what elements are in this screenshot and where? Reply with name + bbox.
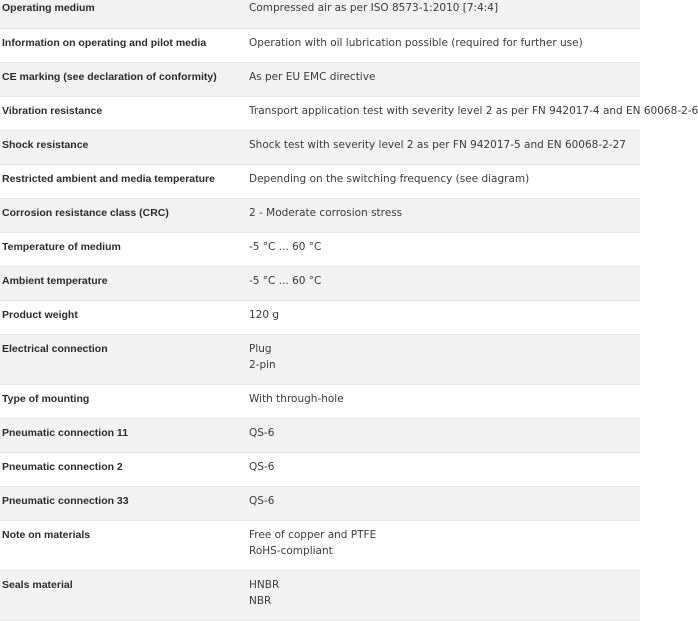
spec-label: Ambient temperature xyxy=(2,274,108,287)
spec-value-cell xyxy=(248,198,640,232)
spec-value: Free of copper and PTFE xyxy=(249,528,377,541)
spec-label-cell xyxy=(0,130,248,164)
spec-label: Restricted ambient and media temperature xyxy=(2,172,215,185)
spec-label: Product weight xyxy=(2,308,78,321)
spec-label-cell xyxy=(0,520,248,570)
spec-value-cell xyxy=(248,520,640,570)
spec-label-cell xyxy=(0,570,248,620)
spec-label-cell xyxy=(0,62,248,96)
spec-label-cell xyxy=(0,418,248,452)
spec-label-cell xyxy=(0,300,248,334)
spec-label: Vibration resistance xyxy=(2,104,103,117)
spec-value: QS-6 xyxy=(249,494,275,507)
spec-value: -5 °C ... 60 °C xyxy=(249,274,322,287)
spec-label-cell xyxy=(0,266,248,300)
spec-value-cell xyxy=(248,300,640,334)
spec-label: Type of mounting xyxy=(2,392,90,405)
spec-label: Pneumatic connection 2 xyxy=(2,460,123,473)
spec-label: Seals material xyxy=(2,578,73,591)
spec-value-cell xyxy=(248,28,640,62)
spec-value: Shock test with severity level 2 as per FN 942017-5 and EN 60068-2-27 xyxy=(249,138,626,151)
spec-row xyxy=(0,384,640,418)
spec-row xyxy=(0,418,640,452)
spec-value: QS-6 xyxy=(249,460,275,473)
spec-label: CE marking (see declaration of conformity) xyxy=(2,70,217,83)
spec-label: Shock resistance xyxy=(2,138,89,151)
spec-value: As per EU EMC directive xyxy=(249,70,376,83)
spec-label: Corrosion resistance class (CRC) xyxy=(2,206,169,219)
spec-row xyxy=(0,96,640,130)
spec-value: NBR xyxy=(249,594,272,607)
spec-value: 120 g xyxy=(249,308,280,321)
spec-value-cell xyxy=(248,130,640,164)
spec-label: Temperature of medium xyxy=(2,240,121,253)
spec-label-cell xyxy=(0,384,248,418)
spec-value-cell xyxy=(248,164,640,198)
spec-label-cell xyxy=(0,0,248,28)
spec-row xyxy=(0,0,640,28)
spec-row xyxy=(0,62,640,96)
spec-row xyxy=(0,164,640,198)
spec-label-cell xyxy=(0,486,248,520)
spec-label-cell xyxy=(0,164,248,198)
spec-label: Operating medium xyxy=(2,2,95,14)
spec-value-cell xyxy=(248,418,640,452)
spec-label-cell xyxy=(0,28,248,62)
spec-value-cell xyxy=(248,96,698,130)
spec-label-cell xyxy=(0,334,248,384)
spec-label-cell xyxy=(0,452,248,486)
spec-label: Electrical connection xyxy=(2,342,108,355)
spec-value: RoHS-compliant xyxy=(249,544,333,557)
spec-row xyxy=(0,520,640,570)
spec-value: Plug xyxy=(249,342,272,355)
spec-value: Depending on the switching frequency (see diagram) xyxy=(249,172,530,185)
spec-value: -5 °C ... 60 °C xyxy=(249,240,322,253)
spec-label: Pneumatic connection 33 xyxy=(2,494,129,507)
spec-value: Compressed air as per ISO 8573-1:2010 [7:4:4] xyxy=(249,2,499,14)
spec-label-cell xyxy=(0,232,248,266)
spec-row xyxy=(0,266,640,300)
spec-label: Information on operating and pilot media xyxy=(2,36,207,49)
spec-label-cell xyxy=(0,96,248,130)
spec-value: Transport application test with severity level 2 as per FN 942017-4 and EN 60068-2-6 xyxy=(249,104,698,117)
spec-row xyxy=(0,486,640,520)
spec-value-cell xyxy=(248,570,640,620)
spec-value-cell xyxy=(248,62,640,96)
spec-value: With through-hole xyxy=(249,392,344,405)
spec-row xyxy=(0,232,640,266)
spec-value-cell xyxy=(248,384,640,418)
spec-row xyxy=(0,570,640,620)
spec-value-cell xyxy=(248,334,640,384)
spec-value-cell xyxy=(248,266,640,300)
spec-row xyxy=(0,198,640,232)
spec-row xyxy=(0,452,640,486)
spec-row xyxy=(0,334,640,384)
spec-value-cell xyxy=(248,486,640,520)
spec-value-cell xyxy=(248,0,640,28)
spec-value: QS-6 xyxy=(249,426,275,439)
spec-row xyxy=(0,28,640,62)
spec-value-cell xyxy=(248,452,640,486)
spec-label-cell xyxy=(0,198,248,232)
spec-value: Operation with oil lubrication possible (required for further use) xyxy=(249,36,583,49)
spec-value: HNBR xyxy=(249,578,280,591)
spec-value: 2-pin xyxy=(249,358,276,371)
spec-row xyxy=(0,300,640,334)
spec-row xyxy=(0,130,640,164)
spec-value: 2 - Moderate corrosion stress xyxy=(249,206,403,219)
spec-label: Pneumatic connection 11 xyxy=(2,426,129,439)
spec-value-cell xyxy=(248,232,640,266)
spec-label: Note on materials xyxy=(2,528,91,541)
